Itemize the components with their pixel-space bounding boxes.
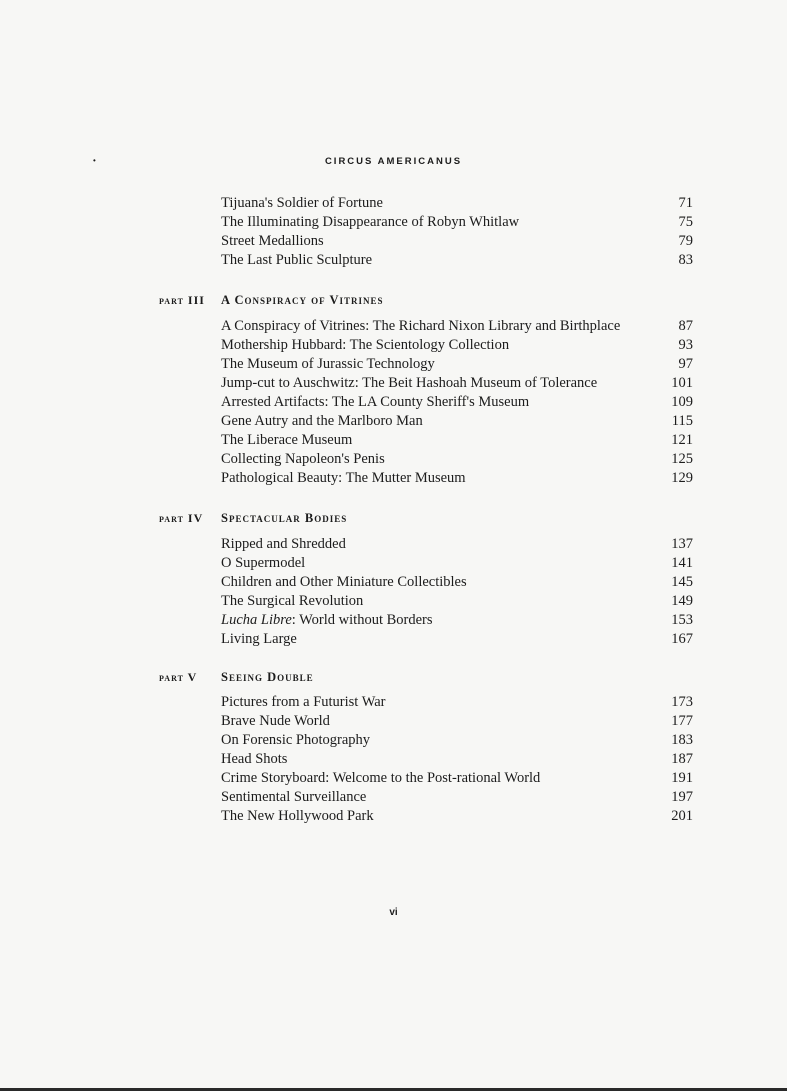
toc-entry	[221, 788, 693, 807]
entry-page: 79	[678, 233, 693, 249]
toc-entry	[221, 573, 693, 592]
entry-page: 109	[671, 394, 693, 410]
part-title: A Conspiracy of Vitrines	[221, 293, 384, 307]
entry-page: 149	[671, 593, 693, 609]
entry-title: Collecting Napoleon's Penis	[221, 451, 385, 467]
entry-page: 177	[671, 713, 693, 729]
entry-page: 167	[671, 631, 693, 647]
entry-title: The Illuminating Disappearance of Robyn Whitlaw	[221, 214, 520, 230]
entry-title: Sentimental Surveillance	[221, 789, 367, 805]
page-folio: vi	[389, 907, 398, 918]
entry-title	[221, 611, 433, 630]
toc-entry	[221, 431, 693, 450]
entry-title: Street Medallions	[221, 233, 324, 249]
entry-title: Pathological Beauty: The Mutter Museum	[221, 470, 466, 486]
toc-entry	[221, 355, 693, 374]
entry-page: 115	[671, 413, 693, 429]
entry-page: 145	[671, 574, 693, 590]
toc-entry	[221, 592, 693, 611]
toc-entry	[221, 554, 693, 573]
toc-entry	[221, 412, 693, 431]
toc-entry	[221, 693, 693, 712]
entry-page: 87	[678, 318, 693, 334]
entry-title: A Conspiracy of Vitrines: The Richard Nixon Library and Birthplace	[221, 318, 621, 334]
entry-title: Crime Storyboard: Welcome to the Post-rational World	[221, 770, 541, 786]
continued-entries	[221, 194, 693, 270]
entry-page: 125	[671, 451, 693, 467]
toc-entry	[221, 194, 693, 213]
entry-title: Head Shots	[221, 751, 288, 767]
toc-entry	[221, 317, 693, 336]
toc-entry	[221, 232, 693, 251]
entry-title: O Supermodel	[221, 555, 306, 571]
entry-title: The Museum of Jurassic Technology	[221, 356, 435, 372]
toc-entry	[221, 712, 693, 731]
entry-title: Jump-cut to Auschwitz: The Beit Hashoah Museum of Tolerance	[221, 375, 598, 391]
running-head: CIRCUS AMERICANUS	[324, 156, 463, 167]
toc-entry	[221, 630, 693, 649]
entry-page: 201	[671, 808, 693, 824]
toc-entry	[221, 213, 693, 232]
entry-page: 141	[671, 555, 693, 571]
entry-page: 93	[678, 337, 693, 353]
entry-page: 129	[671, 470, 693, 486]
toc-entry	[221, 769, 693, 788]
toc-entry	[221, 611, 693, 630]
part-five-entries	[221, 693, 693, 826]
entry-page: 183	[671, 732, 693, 748]
entry-page: 197	[671, 789, 693, 805]
entry-title: The Surgical Revolution	[221, 593, 364, 609]
toc-entry	[221, 535, 693, 554]
entry-title: Ripped and Shredded	[221, 536, 346, 552]
part-heading	[0, 293, 787, 309]
entry-page: 71	[678, 195, 693, 211]
entry-page: 83	[678, 252, 693, 268]
part-heading	[0, 511, 787, 527]
toc-entry	[221, 374, 693, 393]
part-title: Seeing Double	[221, 670, 314, 684]
toc-entry	[221, 251, 693, 270]
entry-title-italic: Lucha Libre	[221, 612, 292, 628]
toc-entry	[221, 450, 693, 469]
part-heading	[0, 670, 787, 686]
entry-title: Brave Nude World	[221, 713, 330, 729]
entry-page: 121	[671, 432, 693, 448]
entry-title: Children and Other Miniature Collectibles	[221, 574, 467, 590]
entry-title: On Forensic Photography	[221, 732, 371, 748]
entry-title: The New Hollywood Park	[221, 808, 374, 824]
entry-title: The Last Public Sculpture	[221, 252, 373, 268]
entry-page: 75	[678, 214, 693, 230]
entry-page: 153	[671, 612, 693, 628]
part-three-entries	[221, 317, 693, 488]
margin-mark: •	[93, 156, 96, 165]
part-label: part IV	[159, 511, 204, 525]
toc-entry	[221, 750, 693, 769]
entry-title-rest: : World without Borders	[291, 612, 433, 628]
entry-title: Pictures from a Futurist War	[221, 694, 386, 710]
entry-page: 101	[671, 375, 693, 391]
entry-title: Arrested Artifacts: The LA County Sheriff's Museum	[221, 394, 530, 410]
entry-page: 191	[671, 770, 693, 786]
toc-entry	[221, 731, 693, 750]
entry-page: 97	[678, 356, 693, 372]
entry-title: Tijuana's Soldier of Fortune	[221, 195, 383, 211]
part-label: part III	[159, 293, 205, 307]
part-title: Spectacular Bodies	[221, 511, 348, 525]
part-label: part V	[159, 670, 198, 684]
entry-page: 187	[671, 751, 693, 767]
toc-entry	[221, 393, 693, 412]
part-four-entries	[221, 535, 693, 649]
toc-entry	[221, 336, 693, 355]
entry-title: The Liberace Museum	[221, 432, 353, 448]
entry-page: 173	[671, 694, 693, 710]
entry-title: Gene Autry and the Marlboro Man	[221, 413, 423, 429]
entry-title: Mothership Hubbard: The Scientology Collection	[221, 337, 510, 353]
toc-entry	[221, 807, 693, 826]
entry-title: Living Large	[221, 631, 297, 647]
toc-entry	[221, 469, 693, 488]
entry-page: 137	[671, 536, 693, 552]
